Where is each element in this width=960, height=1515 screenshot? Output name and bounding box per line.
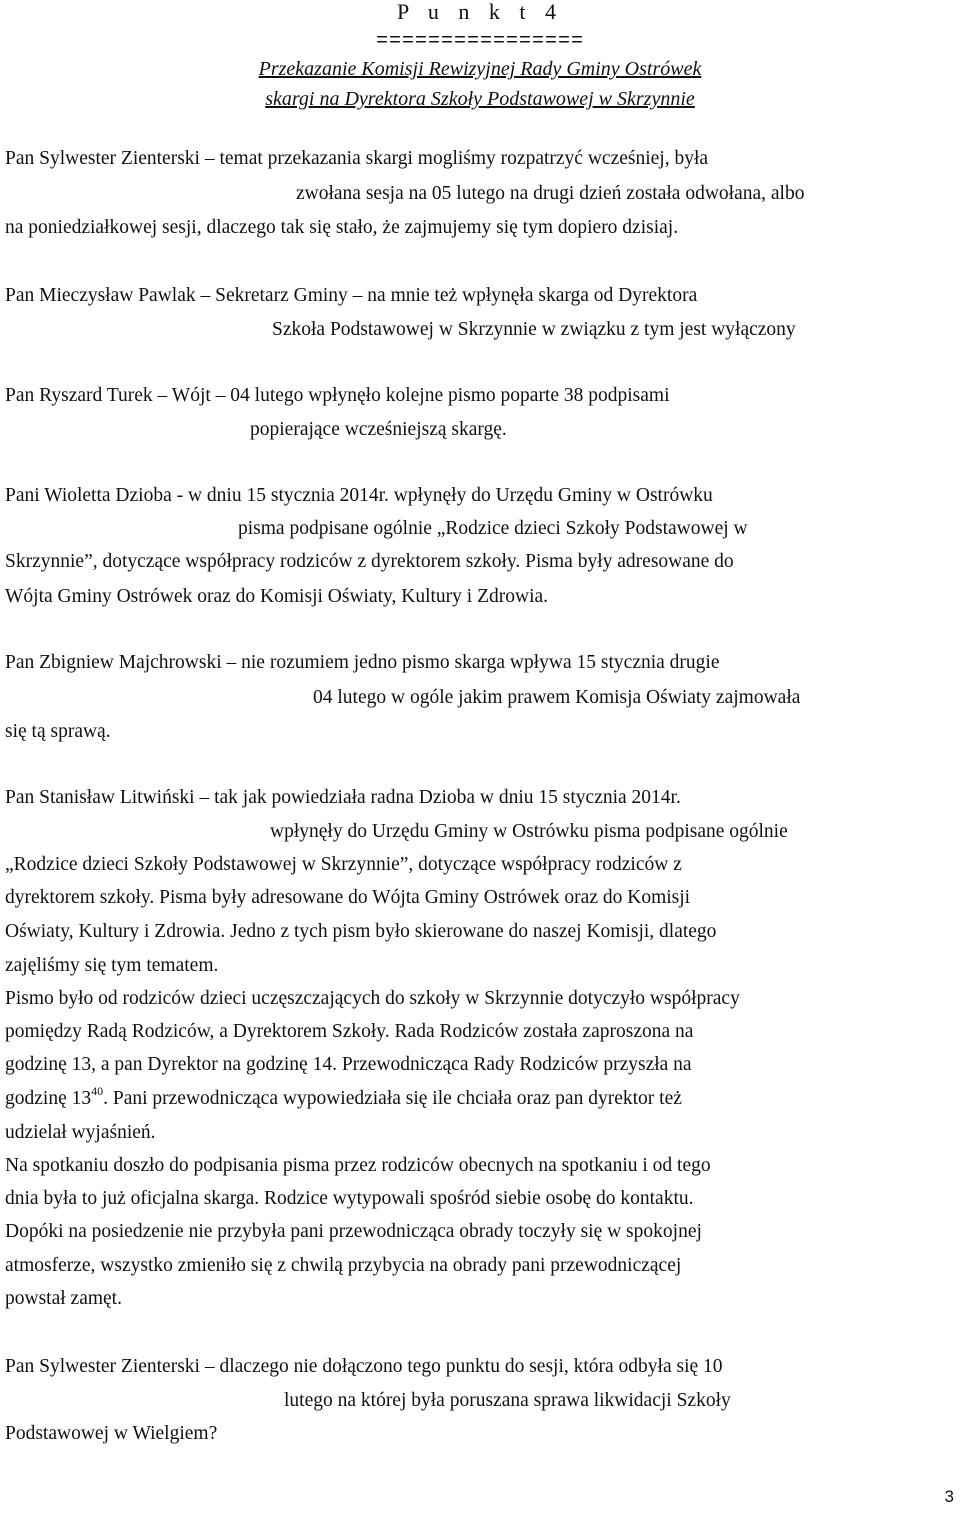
paragraph-line: powstał zamęt. <box>5 1288 122 1309</box>
paragraph-line: dnia była to już oficjalna skarga. Rodzice wytypowali spośród siebie osobę do kontaktu. <box>5 1188 694 1209</box>
time-minutes-superscript: 40 <box>91 1083 104 1098</box>
paragraph-line: pomiędzy Radą Rodziców, a Dyrektorem Szkoły. Rada Rodziców została zaproszona na <box>5 1021 694 1042</box>
paragraph-line: pisma podpisane ogólnie „Rodzice dzieci Szkoły Podstawowej w <box>238 518 748 539</box>
paragraph-line: na poniedziałkowej sesji, dlaczego tak się stało, że zajmujemy się tym dopiero dzisiaj. <box>5 217 679 238</box>
page-number: 3 <box>944 1487 954 1506</box>
paragraph-line: Skrzynnie”, dotyczące współpracy rodziców z dyrektorem szkoły. Pisma były adresowane do <box>5 551 734 572</box>
paragraph-line: Pan Sylwester Zienterski – dlaczego nie dołączono tego punktu do sesji, która odbyła się 10 <box>5 1356 723 1377</box>
subtitle-line-1: Przekazanie Komisji Rewizyjnej Rady Gminy Ostrówek <box>258 58 702 80</box>
paragraph-line: atmosferze, wszystko zmieniło się z chwilą przybycia na obrady pani przewodniczącej <box>5 1255 682 1276</box>
paragraph-line: Na spotkaniu doszło do podpisania pisma przez rodziców obecnych na spotkaniu i od tego <box>5 1155 711 1176</box>
paragraph-line: Dopóki na posiedzenie nie przybyła pani przewodnicząca obrady toczyły się w spokojnej <box>5 1221 702 1242</box>
paragraph-line: Wójta Gminy Ostrówek oraz do Komisji Oświaty, Kultury i Zdrowia. <box>5 586 549 607</box>
paragraph-line: Szkoła Podstawowej w Skrzynnie w związku z tym jest wyłączony <box>272 319 796 340</box>
paragraph-line: lutego na której była poruszana sprawa likwidacji Szkoły <box>284 1390 731 1411</box>
paragraph-line: Oświaty, Kultury i Zdrowia. Jedno z tych pism było skierowane do naszej Komisji, dlatego <box>5 921 717 942</box>
paragraph-line: Pan Mieczysław Pawlak – Sekretarz Gminy – na mnie też wpłynęła skarga od Dyrektora <box>5 285 698 306</box>
paragraph-line: popierające wcześniejszą skargę. <box>250 419 507 440</box>
line-continuation: . Pani przewodnicząca wypowiedziała się ile chciała oraz pan dyrektor też <box>103 1088 682 1109</box>
title-divider: ================ <box>375 30 585 53</box>
paragraph-line: Pan Zbigniew Majchrowski – nie rozumiem jedno pismo skarga wpływa 15 stycznia drugie <box>5 652 720 673</box>
paragraph-line: 04 lutego w ogóle jakim prawem Komisja Oświaty zajmowała <box>313 687 801 708</box>
paragraph-line: Pani Wioletta Dzioba - w dniu 15 stycznia 2014r. wpłynęły do Urzędu Gminy w Ostrówku <box>5 485 713 506</box>
paragraph-line: udzielał wyjaśnień. <box>5 1122 156 1143</box>
item-title: P u n k t 4 <box>396 0 564 24</box>
paragraph-line: Pismo było od rodziców dzieci uczęszczających do szkoły w Skrzynnie dotyczyło współpracy <box>5 988 740 1009</box>
paragraph-line: dyrektorem szkoły. Pisma były adresowane do Wójta Gminy Ostrówek oraz do Komisji <box>5 887 691 908</box>
subtitle-line-2: skargi na Dyrektora Szkoły Podstawowej w Skrzynnie <box>265 88 695 110</box>
paragraph-line: wpłynęły do Urzędu Gminy w Ostrówku pisma podpisane ogólnie <box>270 821 788 842</box>
paragraph-line: Pan Ryszard Turek – Wójt – 04 lutego wpłynęło kolejne pismo poparte 38 podpisami <box>5 385 670 406</box>
paragraph-line: Podstawowej w Wielgiem? <box>5 1423 218 1444</box>
paragraph-line-with-superscript <box>5 1083 682 1111</box>
paragraph-line: godzinę 13, a pan Dyrektor na godzinę 14. Przewodnicząca Rady Rodziców przyszła na <box>5 1054 692 1075</box>
paragraph-line: „Rodzice dzieci Szkoły Podstawowej w Skrzynnie”, dotyczące współpracy rodziców z <box>5 854 682 875</box>
time-hour: godzinę 13 <box>5 1088 92 1109</box>
paragraph-line: zajęliśmy się tym tematem. <box>5 955 219 976</box>
paragraph-line: się tą sprawą. <box>5 721 111 742</box>
paragraph-line: Pan Sylwester Zienterski – temat przekazania skargi mogliśmy rozpatrzyć wcześniej, była <box>5 148 709 169</box>
paragraph-line: zwołana sesja na 05 lutego na drugi dzień została odwołana, albo <box>296 183 805 204</box>
paragraph-line: Pan Stanisław Litwiński – tak jak powiedziała radna Dzioba w dniu 15 stycznia 2014r. <box>5 787 681 808</box>
